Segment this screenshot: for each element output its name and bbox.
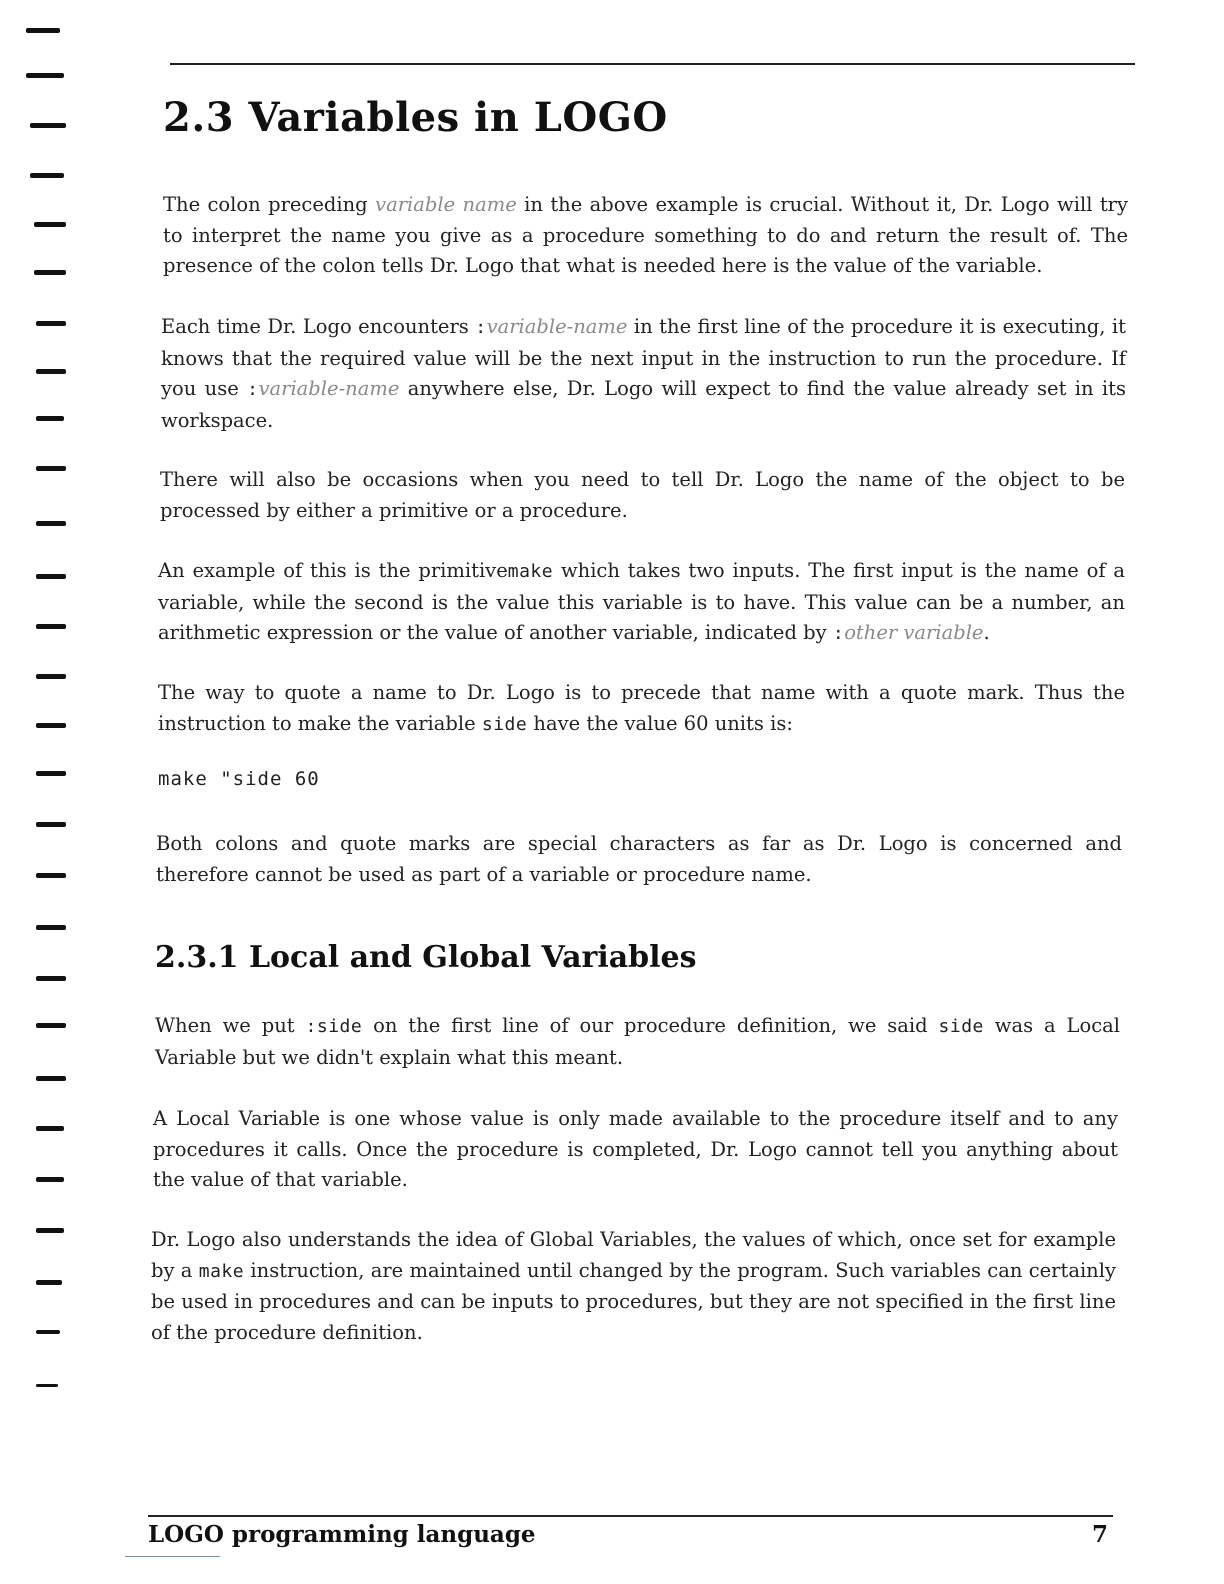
variable-name-term: variable-name: [486, 315, 628, 338]
header-rule: [170, 63, 1135, 65]
binding-mark: [36, 976, 66, 981]
binding-mark: [36, 1384, 58, 1387]
binding-mark: [36, 574, 66, 579]
binding-mark: [36, 822, 66, 827]
code-example: make "side 60: [158, 768, 320, 790]
binding-mark: [36, 1177, 64, 1182]
binding-mark: [36, 723, 66, 728]
binding-mark: [36, 1228, 64, 1233]
variable-name-term: variable name: [375, 193, 517, 216]
binding-mark: [30, 123, 66, 128]
binding-mark: [26, 28, 60, 33]
binding-mark: [36, 873, 66, 878]
footer-title: LOGO programming language: [148, 1521, 536, 1548]
side-keyword: side: [481, 713, 528, 735]
section-heading: 2.3 Variables in LOGO: [163, 94, 668, 141]
paragraph-colon-crucial: The colon preceding variable name in the above example is crucial. Without it, Dr. Logo will try to interpret the name you give as a procedure something to do and return the result of. The presence of the colon tells Dr. Logo that what is needed here is the value of the variable.: [163, 193, 1129, 277]
binding-mark: [34, 222, 66, 227]
binding-mark: [34, 270, 66, 275]
footer-rule: [148, 1515, 1113, 1517]
binding-mark: [36, 1330, 60, 1334]
binding-mark: [36, 416, 64, 421]
subsection-heading: 2.3.1 Local and Global Variables: [155, 940, 697, 975]
binding-mark: [36, 925, 66, 930]
binding-mark: [26, 73, 64, 78]
binding-mark: [36, 466, 66, 471]
page-number: 7: [1092, 1521, 1109, 1548]
make-keyword: make: [507, 561, 554, 582]
paragraph-quote-name: The way to quote a name to Dr. Logo is to precede that name with a quote mark. Thus the instruction to make the variable side have the value 60 units is:: [158, 681, 1125, 735]
binding-marks: [0, 0, 90, 1584]
binding-mark: [36, 1076, 66, 1081]
paragraph-make-primitive: An example of this is the primitivemake which takes two inputs. The first input is the name of a variable, while the second is the value this variable is to have. This value can be a number, an arithmetic expression or the value of another variable, indicated by :other variable.: [158, 559, 1126, 644]
binding-mark: [36, 624, 66, 629]
paragraph-global-variables: Dr. Logo also understands the idea of Global Variables, the values of which, once set for example by a make instruction, are maintained until changed by the program. Such variables can certainly be used in procedures and can be inputs to procedures, but they are not specified in the first line of the procedure definition.: [151, 1228, 1116, 1344]
binding-mark: [36, 771, 66, 776]
paragraph-special-chars: Both colons and quote marks are special characters as far as Dr. Logo is concerned and therefore cannot be used as part of a variable or procedure name.: [156, 832, 1122, 886]
footer-underline: [125, 1556, 220, 1557]
binding-mark: [36, 1126, 64, 1131]
paragraph-local-variable-definition: A Local Variable is one whose value is only made available to the procedure itself and to any procedures it calls. Once the procedure is completed, Dr. Logo cannot tell you anything about the value of that variable.: [153, 1107, 1118, 1191]
binding-mark: [36, 674, 66, 679]
variable-name-term: variable-name: [258, 377, 400, 400]
binding-mark: [36, 1280, 62, 1285]
binding-mark: [36, 521, 66, 526]
binding-mark: [36, 1023, 66, 1028]
binding-mark: [36, 321, 66, 326]
binding-mark: [30, 173, 64, 178]
other-variable-term: other variable: [844, 621, 984, 644]
paragraph-occasions: There will also be occasions when you need to tell Dr. Logo the name of the object to be processed by either a primitive or a procedure.: [160, 468, 1125, 522]
make-keyword: make: [198, 1260, 245, 1282]
paragraph-each-time: Each time Dr. Logo encounters :variable-name in the first line of the procedure it is executing, it knows that the required value will be the next input in the instruction to run the procedure. If you use :variable-name anywhere else, Dr. Logo will expect to find the value already set in its workspace.: [161, 315, 1127, 432]
binding-mark: [36, 369, 66, 374]
paragraph-local-variable-intro: When we put :side on the first line of our procedure definition, we said side was a Local Variable but we didn't explain what this meant.: [155, 1014, 1121, 1069]
